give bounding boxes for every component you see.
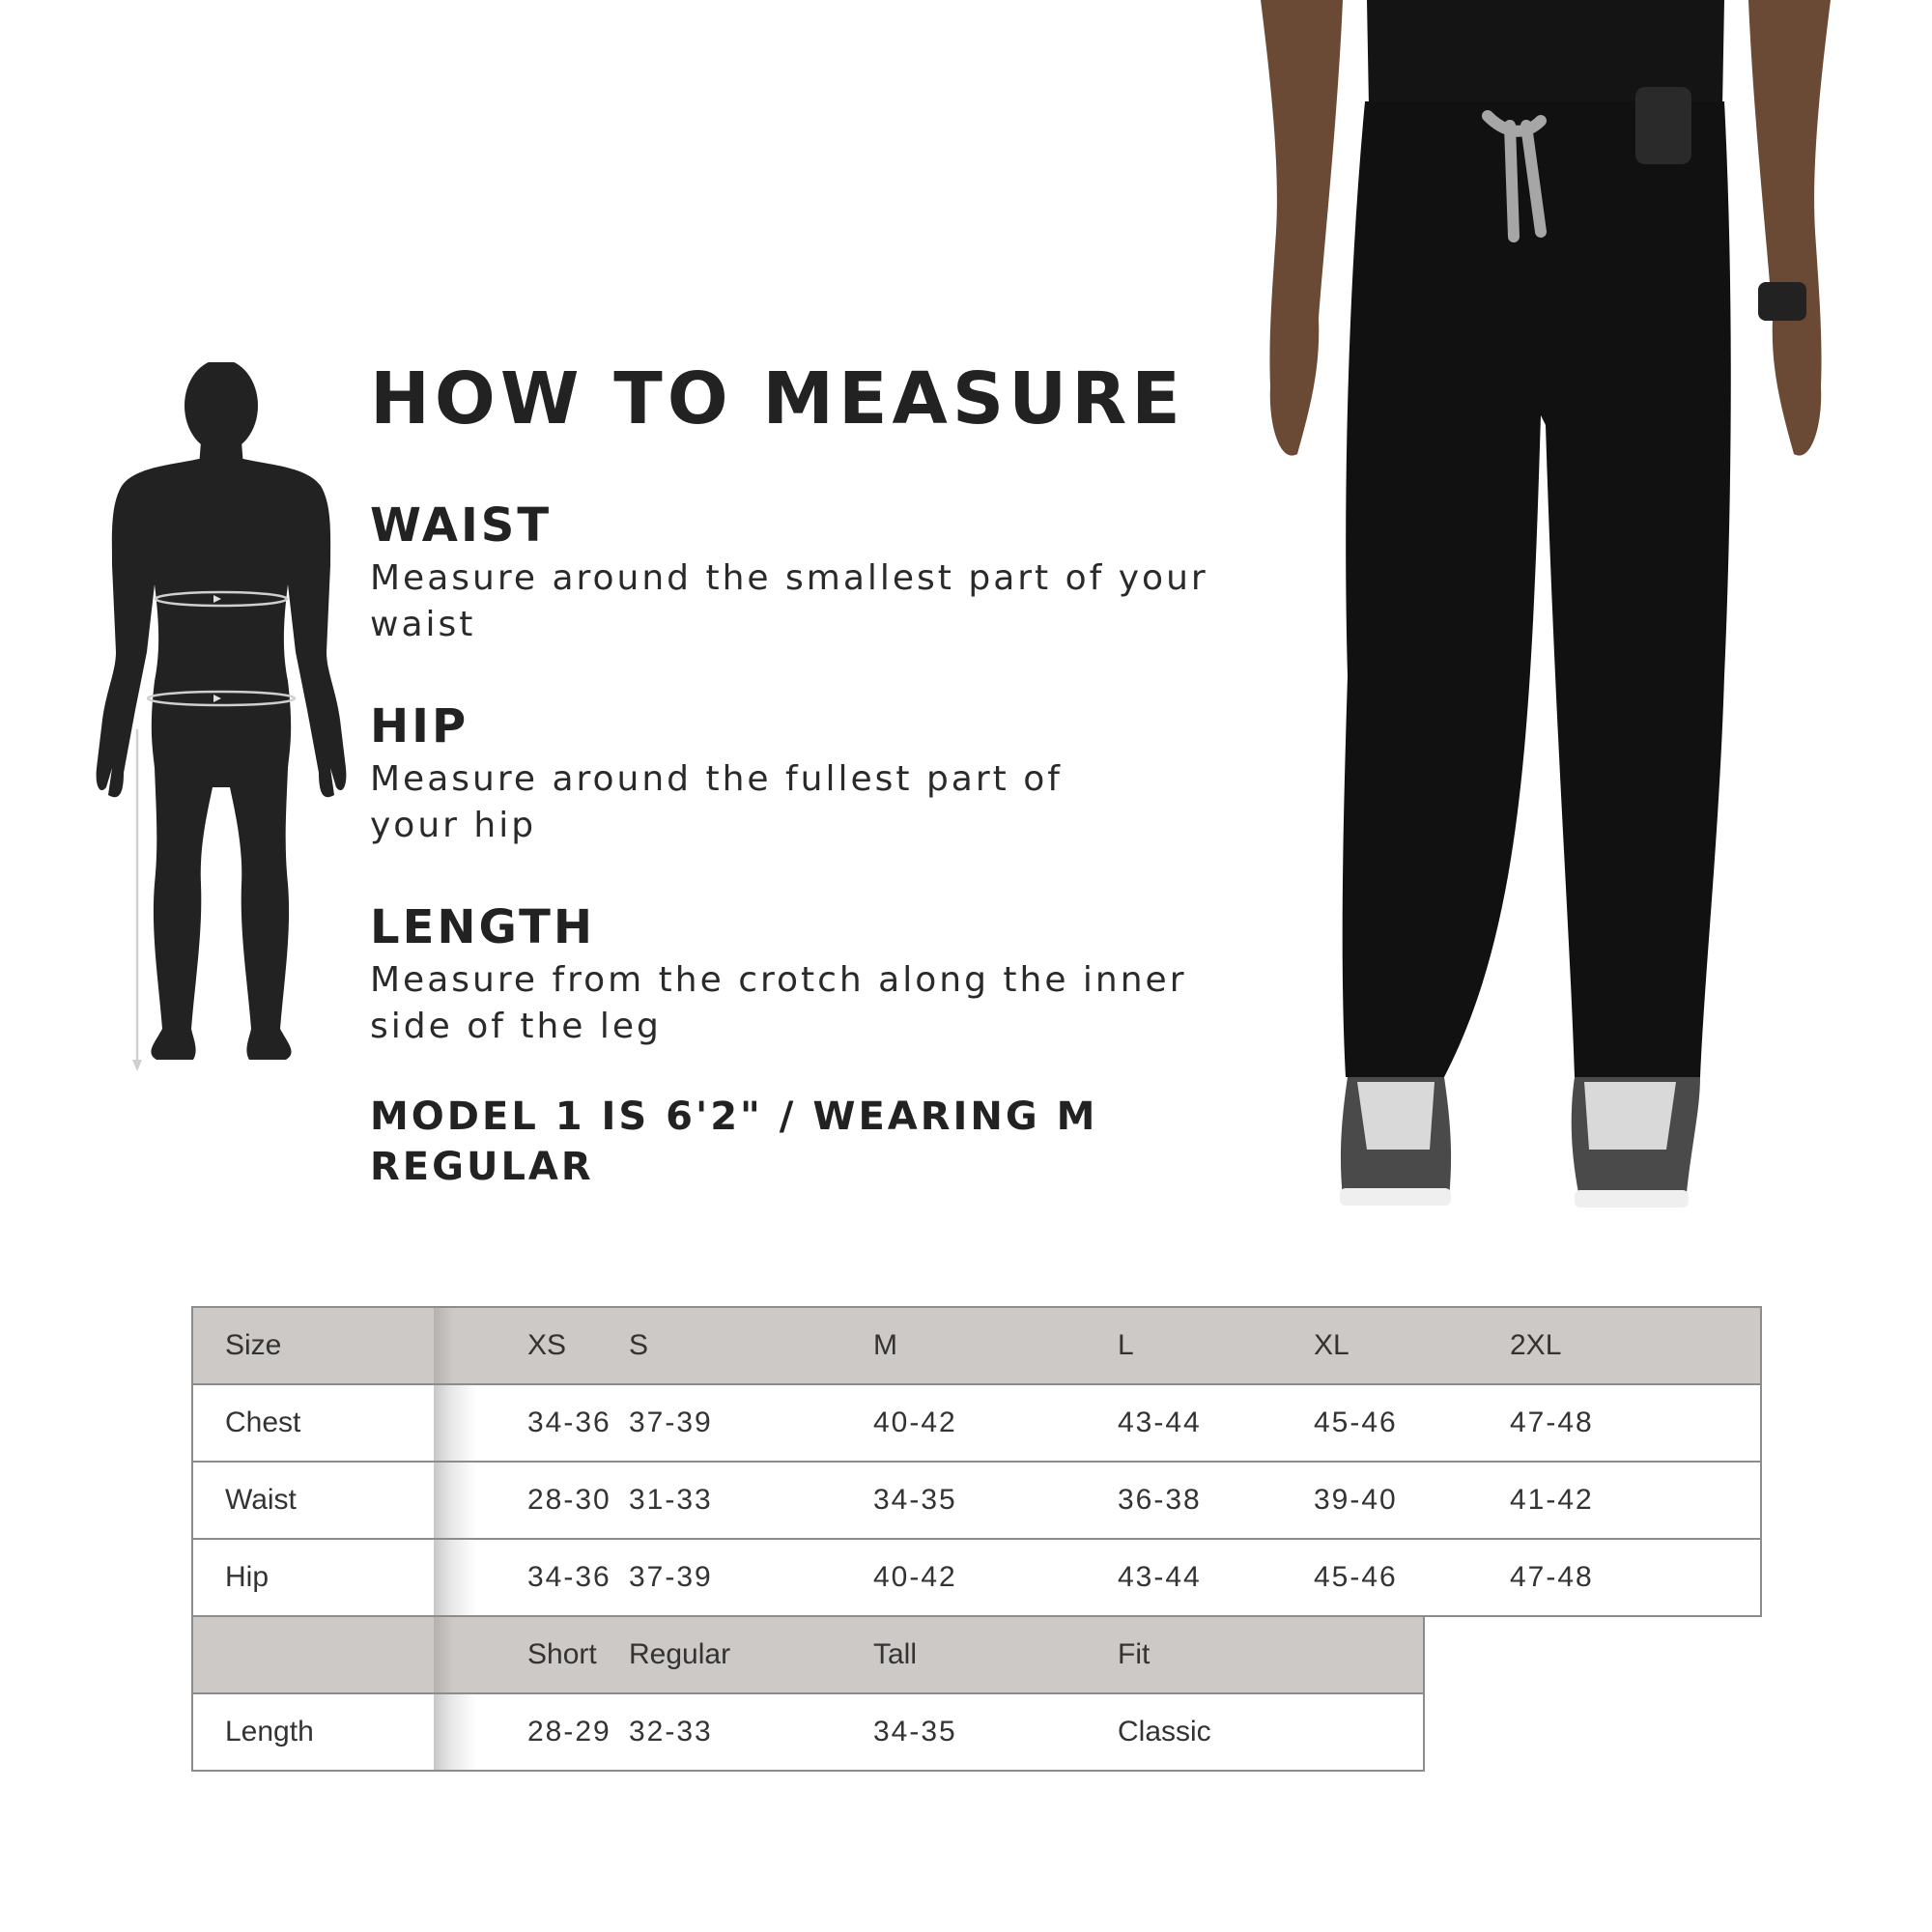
length-col-regular: Regular: [629, 1616, 873, 1693]
table-cell: 34-35: [873, 1462, 1118, 1539]
model-size-note: MODEL 1 IS 6'2" / WEARING M REGULAR: [370, 1094, 1098, 1189]
table-cell: 36-38: [1118, 1462, 1314, 1539]
length-description: Measure from the crotch along the inner side of the leg: [370, 959, 1187, 1046]
table-cell: 39-40: [1314, 1462, 1510, 1539]
table-cell: 40-42: [873, 1384, 1118, 1462]
waist-row: [192, 1462, 1761, 1539]
length-col-fit: Fit: [1118, 1616, 1424, 1693]
length-instructions: [370, 902, 1239, 1050]
length-heading: LENGTH: [370, 900, 596, 954]
size-col-l: L: [1118, 1307, 1314, 1384]
row-label: Waist: [192, 1462, 434, 1539]
table-cell: 45-46: [1314, 1384, 1510, 1462]
model-pants-photo: [1251, 0, 1840, 1227]
length-row: [192, 1693, 1424, 1771]
hip-heading: HIP: [370, 699, 469, 753]
table-cell: 28-30: [434, 1462, 629, 1539]
table-cell: 43-44: [1118, 1384, 1314, 1462]
table-cell: 34-35: [873, 1693, 1118, 1771]
length-col-short: Short: [434, 1616, 629, 1693]
length-chart-table: [191, 1615, 1425, 1772]
table-cell: 32-33: [629, 1693, 873, 1771]
table-cell: Classic: [1118, 1693, 1424, 1771]
row-label: Hip: [192, 1539, 434, 1616]
length-col-tall: Tall: [873, 1616, 1118, 1693]
table-cell: 37-39: [629, 1539, 873, 1616]
size-col-xl: XL: [1314, 1307, 1510, 1384]
length-header-row: [192, 1616, 1424, 1693]
hip-instructions: [370, 701, 1162, 849]
table-cell: 43-44: [1118, 1539, 1314, 1616]
table-cell: 40-42: [873, 1539, 1118, 1616]
table-cell: 45-46: [1314, 1539, 1510, 1616]
waist-description: Measure around the smallest part of your waist: [370, 557, 1208, 644]
hip-row: [192, 1539, 1761, 1616]
size-chart-table: [191, 1306, 1762, 1617]
size-col-m: M: [873, 1307, 1118, 1384]
table-cell: 34-36: [434, 1384, 629, 1462]
length-header-blank: [192, 1616, 434, 1693]
size-header-row: [192, 1307, 1761, 1384]
table-cell: 47-48: [1510, 1539, 1761, 1616]
hip-description: Measure around the fullest part of your hip: [370, 758, 1063, 845]
size-col-s: S: [629, 1307, 873, 1384]
size-col-xs: XS: [434, 1307, 629, 1384]
table-cell: 41-42: [1510, 1462, 1761, 1539]
body-silhouette-figure: [87, 362, 367, 1077]
size-col-2xl: 2XL: [1510, 1307, 1761, 1384]
row-label: Length: [192, 1693, 434, 1771]
chest-row: [192, 1384, 1761, 1462]
table-cell: 37-39: [629, 1384, 873, 1462]
page-title: HOW TO MEASURE: [370, 357, 1185, 440]
table-cell: 31-33: [629, 1462, 873, 1539]
size-header-label: Size: [192, 1307, 434, 1384]
table-cell: 47-48: [1510, 1384, 1761, 1462]
table-cell: 34-36: [434, 1539, 629, 1616]
waist-instructions: [370, 500, 1239, 648]
row-label: Chest: [192, 1384, 434, 1462]
waist-heading: WAIST: [370, 498, 553, 553]
table-cell: 28-29: [434, 1693, 629, 1771]
